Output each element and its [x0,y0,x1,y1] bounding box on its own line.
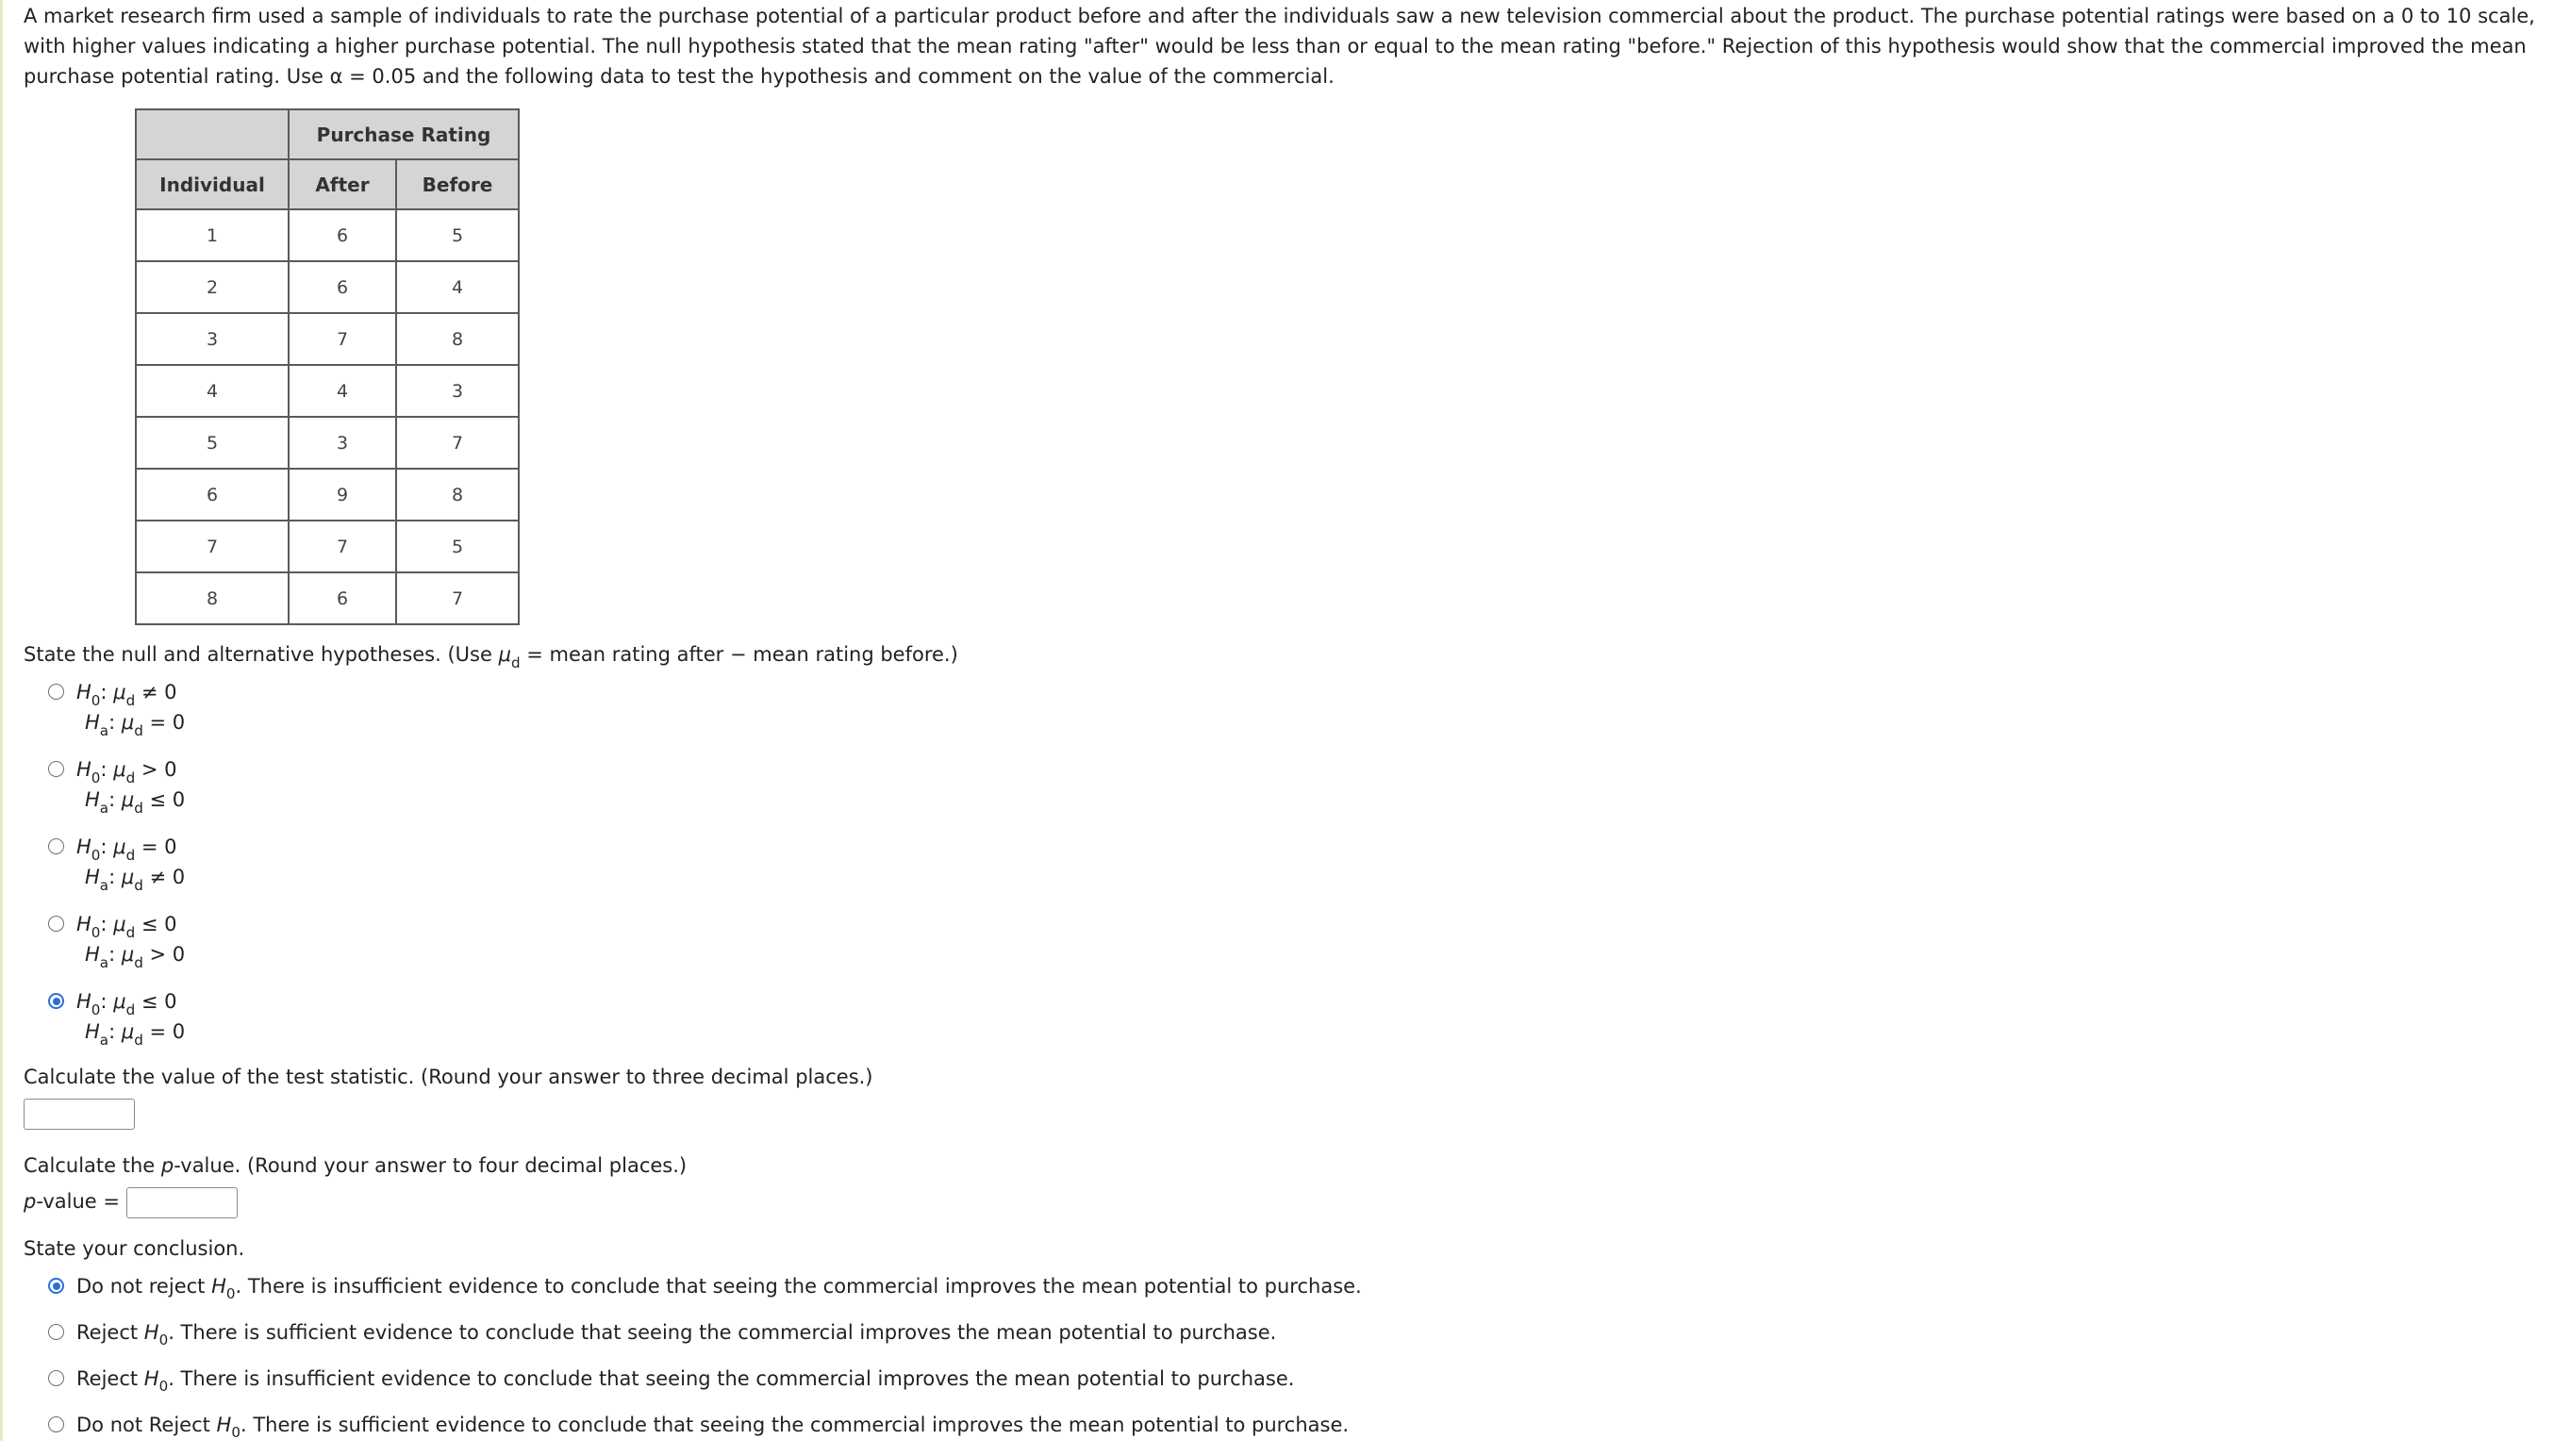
p-value-row [24,1186,2561,1218]
h-symbol: H [85,943,100,966]
individual-cell: 6 [136,469,289,521]
conclusion-text: . There is insufficient evidence to conclude that seeing the commercial improves the mean potential to purchase. [235,1274,1362,1298]
table-row [136,417,519,469]
mu-subscript: d [125,769,136,786]
individual-cell: 7 [136,521,289,572]
conclusion-option-2[interactable] [24,1317,2561,1348]
after-cell: 9 [289,469,396,521]
hypotheses-question [24,639,2561,670]
conclusion-question: State your conclusion. [24,1236,245,1260]
individual-cell: 8 [136,572,289,624]
table-body [136,209,519,624]
hypothesis-value: ≠ 0 [149,866,186,888]
p-value-label-p: p [24,1190,37,1213]
conclusion-lead: Do not reject [76,1274,212,1298]
radio-button[interactable] [48,916,64,932]
radio-button[interactable] [48,1370,64,1386]
p-value-input[interactable] [126,1187,238,1218]
p-value-label: -value = [36,1190,120,1213]
mu-subscript: d [125,1001,136,1018]
colon: : [100,913,108,935]
alternative-hypothesis [76,939,2561,969]
h-symbol: H [85,866,100,888]
h-subscript: 0 [158,1332,169,1349]
before-cell: 4 [396,261,519,313]
table-row [136,469,519,521]
mu-symbol: μ [121,943,135,966]
q1-prefix: State the null and alternative hypotheses. (Use [24,643,499,666]
mu-subscript: d [125,846,136,864]
after-cell: 6 [289,209,396,261]
h-symbol: H [216,1413,232,1436]
hypothesis-option-2[interactable] [24,754,2561,815]
hypothesis-value: > 0 [149,943,186,966]
h-subscript: 0 [91,923,101,941]
p-value-question [24,1150,2561,1181]
before-cell: 8 [396,313,519,365]
table-row [136,313,519,365]
q1-suffix: = mean rating after − mean rating before.) [520,643,958,666]
colon: : [100,836,108,858]
radio-button[interactable] [48,761,64,777]
before-cell: 7 [396,417,519,469]
conclusion-option-4[interactable] [24,1410,2561,1440]
test-statistic-input[interactable] [24,1099,135,1130]
conclusion-text: . There is sufficient evidence to conclude that seeing the commercial improves the mean potential to purchase. [168,1320,1277,1344]
hypothesis-value: ≤ 0 [141,990,177,1013]
h-subscript: 0 [158,1378,169,1396]
before-cell: 3 [396,365,519,417]
colon: : [100,681,108,703]
question-content [24,0,2561,1456]
hypothesis-option-3[interactable] [24,832,2561,892]
conclusion-options [24,1271,2561,1440]
h-subscript: a [99,876,109,894]
mu-subscript: d [134,953,143,971]
after-cell: 7 [289,521,396,572]
mu-subscript: d [134,721,143,739]
colon: : [108,866,116,888]
conclusion-lead: Do not Reject [76,1413,217,1436]
conclusion-text: . There is insufficient evidence to conclude that seeing the commercial improves the mean potential to purchase. [168,1366,1295,1390]
mu-symbol: μ [498,643,511,666]
after-cell: 7 [289,313,396,365]
individual-cell: 5 [136,417,289,469]
conclusion-lead: Reject [76,1320,144,1344]
h-subscript: 0 [91,846,101,864]
before-cell: 7 [396,572,519,624]
mu-symbol: μ [113,990,126,1013]
mu-symbol: μ [121,711,135,734]
mu-subscript: d [134,799,143,817]
conclusion-option-3[interactable] [24,1364,2561,1394]
alternative-hypothesis [76,707,2561,737]
alternative-hypothesis [76,1017,2561,1047]
hypothesis-value: = 0 [141,836,177,858]
purchase-rating-header: Purchase Rating [289,109,519,159]
table-row [136,572,519,624]
table-row [136,521,519,572]
hypothesis-option-5[interactable] [24,986,2561,1047]
individual-cell: 1 [136,209,289,261]
table-row [136,209,519,261]
h-subscript: a [99,799,109,817]
after-cell: 6 [289,572,396,624]
h-symbol: H [76,681,91,703]
hypothesis-option-1[interactable] [24,677,2561,737]
conclusion-option-1[interactable] [24,1271,2561,1301]
test-statistic-question: Calculate the value of the test statistic. (Round your answer to three decimal places.) [24,1066,873,1088]
hypothesis-value: > 0 [141,758,177,781]
h-subscript: 0 [91,769,101,786]
colon: : [100,990,108,1013]
q3-suffix: -value. (Round your answer to four decimal places.) [174,1154,688,1177]
q3-prefix: Calculate the [24,1154,161,1177]
hypothesis-value: = 0 [149,711,186,734]
before-cell: 8 [396,469,519,521]
table-corner [136,109,289,159]
mu-symbol: μ [121,788,135,811]
left-accent-rule [0,0,3,1441]
mu-subscript: d [134,876,143,894]
purchase-rating-table [135,108,520,625]
before-cell: 5 [396,521,519,572]
mu-symbol: μ [121,1020,135,1043]
table-row [136,365,519,417]
h-symbol: H [85,788,100,811]
before-header: Before [396,159,519,209]
h-subscript: a [99,721,109,739]
null-hypothesis [76,909,2561,939]
mu-symbol: μ [121,866,135,888]
individual-cell: 4 [136,365,289,417]
colon: : [108,1020,116,1043]
after-cell: 3 [289,417,396,469]
h-symbol: H [143,1366,159,1390]
h-subscript: a [99,953,109,971]
colon: : [108,711,116,734]
alternative-hypothesis [76,785,2561,815]
conclusion-lead: Reject [76,1366,144,1390]
colon: : [100,758,108,781]
after-header: After [289,159,396,209]
mu-symbol: μ [113,913,126,935]
radio-button[interactable] [48,838,64,854]
h-subscript: 0 [91,1001,101,1018]
h-subscript: 0 [91,691,101,709]
h-subscript: a [99,1031,109,1049]
null-hypothesis [76,754,2561,785]
h-symbol: H [211,1274,226,1298]
h-symbol: H [76,990,91,1013]
mu-symbol: μ [113,681,126,703]
after-cell: 6 [289,261,396,313]
hypothesis-option-4[interactable] [24,909,2561,969]
mu-subscript: d [125,691,136,709]
h-symbol: H [76,836,91,858]
colon: : [108,788,116,811]
null-hypothesis [76,832,2561,862]
individual-header: Individual [136,159,289,209]
h-symbol: H [85,1020,100,1043]
before-cell: 5 [396,209,519,261]
hypothesis-value: = 0 [149,1020,186,1043]
h-symbol: H [76,913,91,935]
mu-subscript: d [510,654,521,671]
mu-symbol: μ [113,758,126,781]
after-cell: 4 [289,365,396,417]
individual-cell: 2 [136,261,289,313]
null-hypothesis [76,986,2561,1017]
h-symbol: H [143,1320,159,1344]
hypothesis-value: ≠ 0 [141,681,177,703]
alternative-hypothesis [76,862,2561,892]
radio-button[interactable] [48,684,64,700]
h-subscript: 0 [225,1285,236,1303]
q3-italic-p: p [160,1154,174,1177]
null-hypothesis [76,677,2561,707]
colon: : [108,943,116,966]
table-row [136,261,519,313]
radio-button[interactable] [48,993,64,1009]
radio-button[interactable] [48,1278,64,1294]
radio-button[interactable] [48,1416,64,1432]
hypotheses-options [24,677,2561,1047]
hypothesis-value: ≤ 0 [149,788,186,811]
individual-cell: 3 [136,313,289,365]
radio-button[interactable] [48,1324,64,1340]
h-symbol: H [76,758,91,781]
conclusion-text: . There is sufficient evidence to conclude that seeing the commercial improves the mean potential to purchase. [240,1413,1350,1436]
h-symbol: H [85,711,100,734]
mu-subscript: d [125,923,136,941]
h-subscript: 0 [231,1424,241,1442]
hypothesis-value: ≤ 0 [141,913,177,935]
problem-intro: A market research firm used a sample of individuals to rate the purchase potential of a particular product before and after the individuals saw a new television commercial about the product. The purchase potential ratings were based on a 0 to 10 scale, with higher values indicating a higher purchase potential. The null hypothesis stated that the mean rating "after" would be less than or equal to the mean rating "before." Rejection of this hypothesis would show that the commercial improved the mean purchase potential rating. Use α = 0.05 and the following data to test the hypothesis and comment on the value of the commercial. [24,5,2535,88]
mu-subscript: d [134,1031,143,1049]
mu-symbol: μ [113,836,126,858]
